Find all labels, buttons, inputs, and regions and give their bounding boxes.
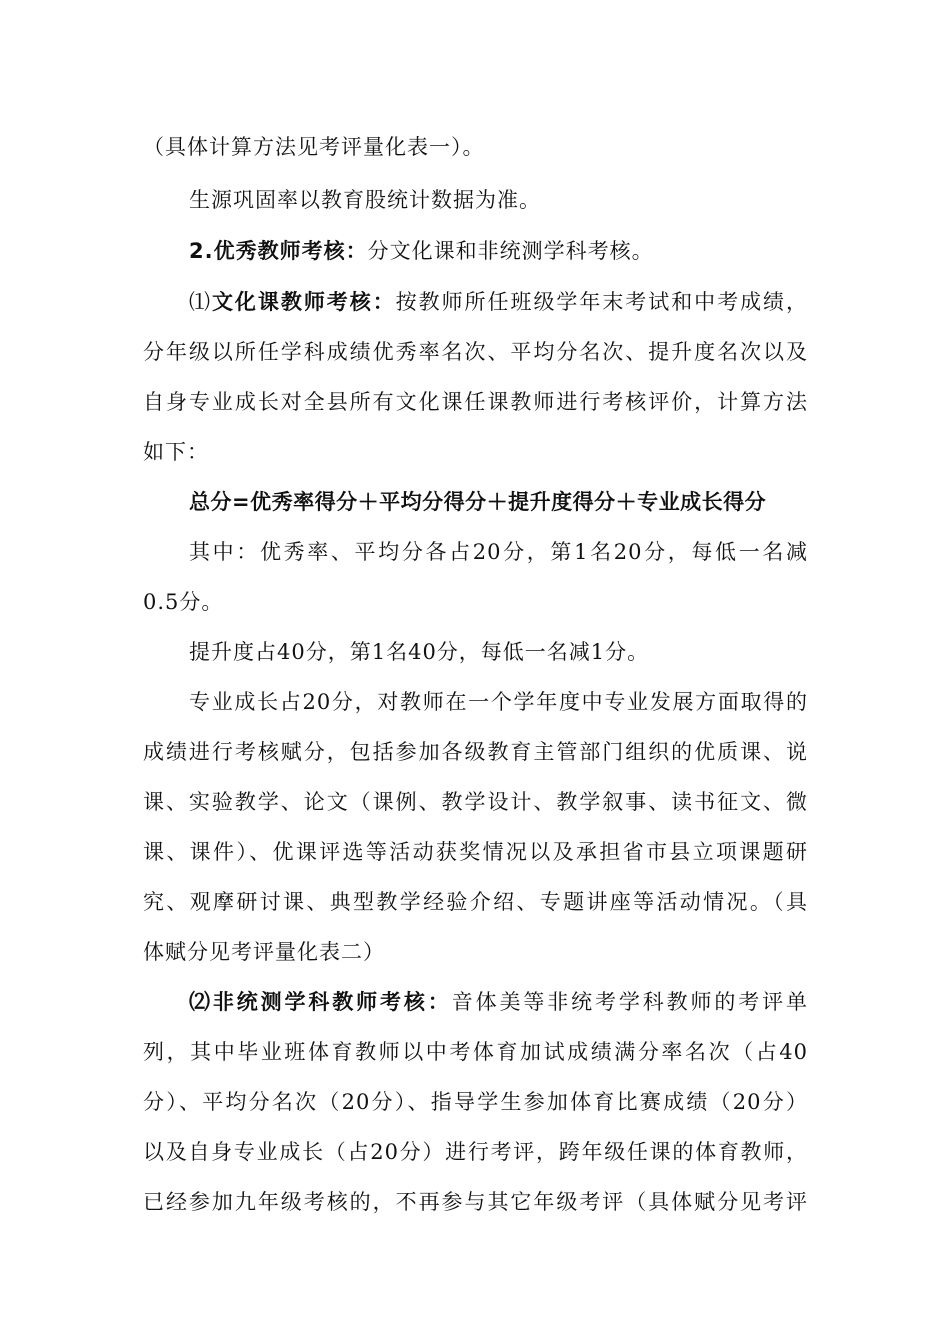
subsection-heading: ⑵非统测学科教师考核： (189, 990, 452, 1014)
item-number: ⑴ (189, 290, 212, 314)
paragraph-line: 其中：优秀率、平均分各占20分，第1名20分，每低一名减 (189, 540, 808, 564)
paragraph-line: 0.5分。 (143, 590, 224, 614)
subsection-text: 音体美等非统考学科教师的考评单 (451, 990, 809, 1014)
paragraph-line (189, 987, 808, 1017)
paragraph-line (189, 287, 808, 317)
formula-line: 总分=优秀率得分＋平均分得分＋提升度得分＋专业成长得分 (189, 490, 767, 514)
paragraph-line (189, 236, 808, 266)
section-heading: 2.优秀教师考核： (189, 239, 368, 263)
paragraph-line: 生源巩固率以教育股统计数据为准。 (189, 188, 541, 212)
paragraph-line: 列，其中毕业班体育教师以中考体育加试成绩满分率名次（占40 (143, 1040, 808, 1064)
paragraph-line: 以及自身专业成长（占20分）进行考评，跨年级任课的体育教师， (143, 1140, 808, 1164)
paragraph-line: 课、课件）、优课评选等活动获奖情况以及承担省市县立项课题研 (143, 840, 808, 864)
paragraph-line: 课、实验教学、论文（课例、教学设计、教学叙事、读书征文、微 (143, 790, 808, 814)
subsection-heading: 文化课教师考核： (211, 290, 396, 314)
paragraph-line: 体赋分见考评量化表二） (143, 940, 385, 964)
paragraph-line: 分年级以所任学科成绩优秀率名次、平均分名次、提升度名次以及 (143, 340, 808, 364)
paragraph-line: 分）、平均分名次（20分）、指导学生参加体育比赛成绩（20分） (143, 1090, 808, 1114)
paragraph-line: 如下： (143, 440, 209, 464)
paragraph-line: 究、观摩研讨课、典型教学经验介绍、专题讲座等活动情况。（具 (143, 890, 808, 914)
paragraph-line: 成绩进行考核赋分，包括参加各级教育主管部门组织的优质课、说 (143, 740, 808, 764)
paragraph-line: 已经参加九年级考核的，不再参与其它年级考评（具体赋分见考评 (143, 1190, 808, 1214)
paragraph-line: 专业成长占20分，对教师在一个学年度中专业发展方面取得的 (189, 690, 808, 714)
section-text: 分文化课和非统测学科考核。 (367, 239, 654, 263)
subsection-text: 按教师所任班级学年末考试和中考成绩， (395, 290, 809, 314)
paragraph-line: 自身专业成长对全县所有文化课任课教师进行考核评价，计算方法 (143, 390, 808, 414)
paragraph-line: （具体计算方法见考评量化表一）。 (143, 135, 485, 159)
paragraph-line: 提升度占40分，第1名40分，每低一名减1分。 (189, 640, 650, 664)
